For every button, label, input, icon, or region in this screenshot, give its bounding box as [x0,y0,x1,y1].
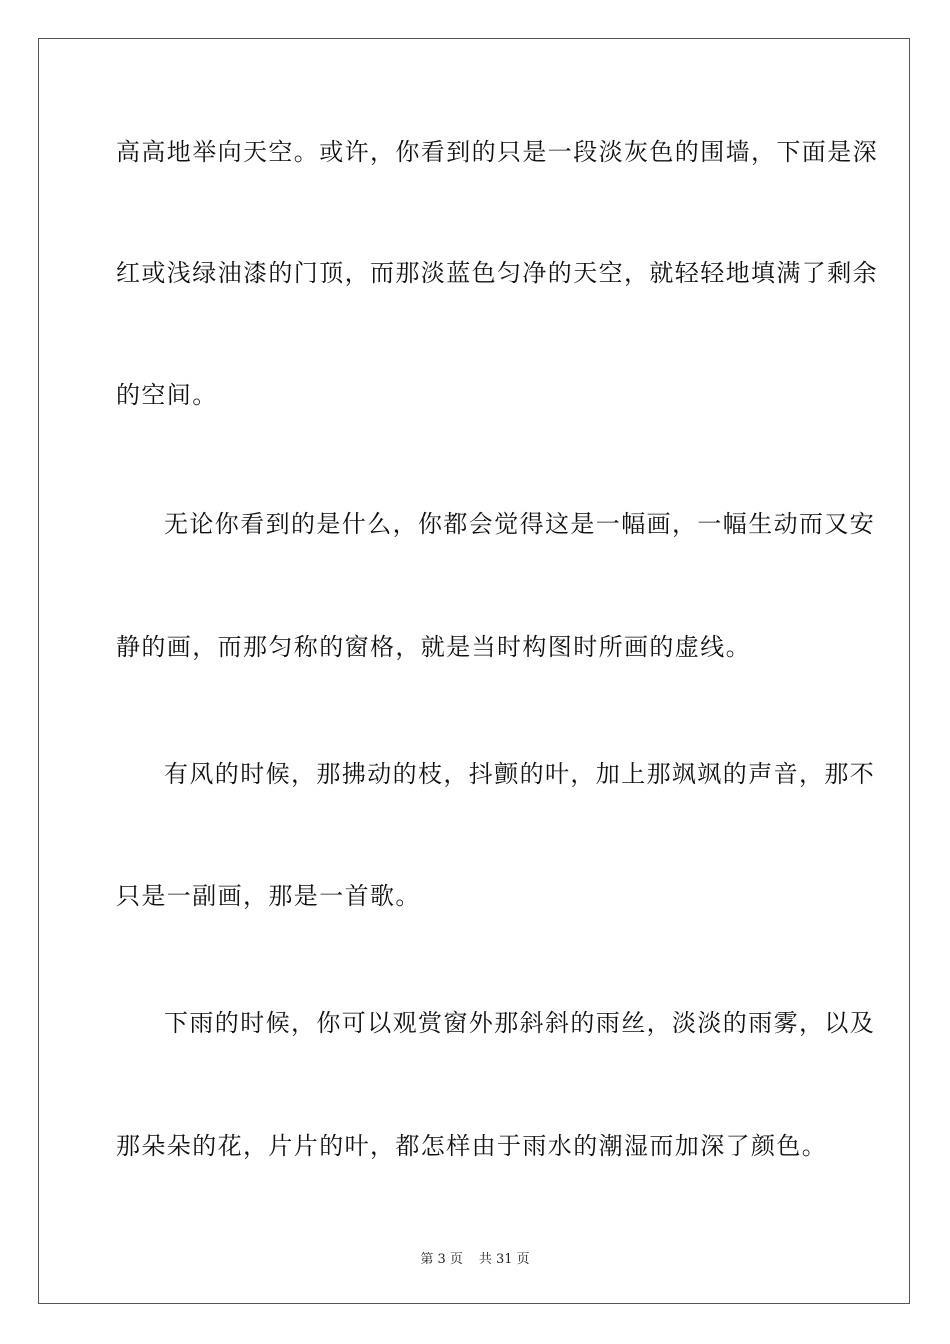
total-pages: 共 31 页 [478,1252,530,1267]
text-line: 红或浅绿油漆的门顶，而那淡蓝色匀净的天空，就轻轻地填满了剩余 [116,259,878,287]
text-line: 的空间。 [116,381,218,409]
text-line: 静的画，而那匀称的窗格，就是当时构图时所画的虚线。 [116,633,751,661]
page-border [38,38,910,1304]
page-footer [0,1248,950,1267]
paragraph-start-line: 有风的时候，那拂动的枝，抖颤的叶，加上那飒飒的声音，那不 [164,760,876,788]
page-number: 第 3 页 [420,1252,463,1267]
text-line: 高高地举向天空。或许，你看到的只是一段淡灰色的围墙，下面是深 [116,138,878,166]
text-line: 那朵朵的花，片片的叶，都怎样由于雨水的潮湿而加深了颜色。 [116,1132,828,1160]
paragraph-start-line: 无论你看到的是什么，你都会觉得这是一幅画，一幅生动而又安 [164,510,876,538]
text-line: 只是一副画，那是一首歌。 [116,882,421,910]
paragraph-start-line: 下雨的时候，你可以观赏窗外那斜斜的雨丝，淡淡的雨雾，以及 [164,1009,876,1037]
